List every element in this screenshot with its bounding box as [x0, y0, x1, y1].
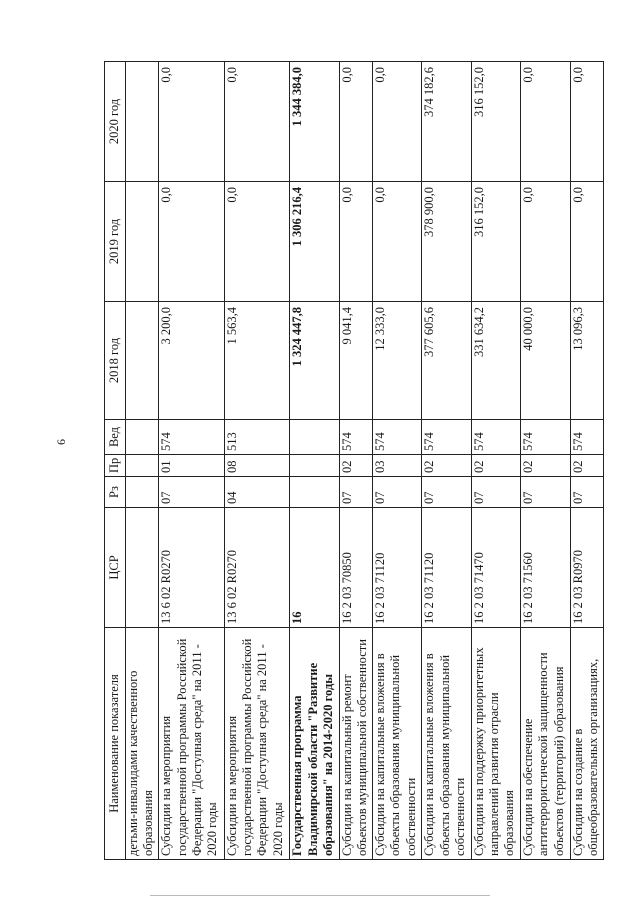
cell-2019: [126, 182, 159, 302]
header-2019: 2019 год: [105, 182, 126, 302]
cell-rz: 07: [570, 477, 603, 508]
cell-2019: 0,0: [339, 182, 372, 302]
cell-pr: 02: [422, 455, 471, 477]
page-number: 6: [54, 439, 68, 445]
cell-name: детьми-инвалидами качественного образования: [126, 628, 159, 860]
cell-2018: 9 041,4: [339, 302, 372, 420]
cell-pr: 02: [570, 455, 603, 477]
table-row: [290, 62, 339, 860]
cell-2018: 377 605,6: [422, 302, 471, 420]
cell-2018: 1 563,4: [224, 302, 290, 420]
cell-2019: 0,0: [373, 182, 422, 302]
cell-2019: 0,0: [224, 182, 290, 302]
cell-name: Субсидии на создание в общеобразовательных организациях,: [570, 628, 603, 860]
cell-2019: 1 306 216,4: [290, 182, 339, 302]
cell-2020: 0,0: [224, 62, 290, 182]
cell-name: Субсидии на капитальные вложения в объекты образования муниципальной собственности: [373, 628, 422, 860]
header-2018: 2018 год: [105, 302, 126, 420]
cell-ved: 574: [471, 420, 520, 455]
cell-2018: 13 096,3: [570, 302, 603, 420]
cell-pr: 03: [373, 455, 422, 477]
cell-name: Субсидии на обеспечение антитеррористической защищенности объектов (территорий) образования: [521, 628, 570, 860]
cell-2020: 1 344 384,0: [290, 62, 339, 182]
table-row: [126, 62, 159, 860]
cell-2020: 316 152,0: [471, 62, 520, 182]
cell-2019: 316 152,0: [471, 182, 520, 302]
header-name: Наименование показателя: [105, 628, 126, 860]
cell-rz: [290, 477, 339, 508]
cell-rz: 07: [373, 477, 422, 508]
cell-name: Субсидии на мероприятия государственной программы Российской Федерации "Доступная среда" на 2011 - 2020 годы: [224, 628, 290, 860]
footer-divider: [150, 895, 490, 896]
table-row: [422, 62, 471, 860]
cell-ved: 574: [159, 420, 225, 455]
header-csr: ЦСР: [105, 508, 126, 628]
cell-2020: 374 182,6: [422, 62, 471, 182]
cell-csr: [126, 508, 159, 628]
cell-2018: 3 200,0: [159, 302, 225, 420]
header-rz: Рз: [105, 477, 126, 508]
cell-csr: 16 2 03 70850: [339, 508, 372, 628]
cell-csr: 16 2 03 71560: [521, 508, 570, 628]
cell-ved: 574: [570, 420, 603, 455]
cell-name: Субсидии на капитальные вложения в объекты образования муниципальной собственности: [422, 628, 471, 860]
cell-2018: [126, 302, 159, 420]
table-header-row: [105, 62, 126, 860]
cell-pr: [290, 455, 339, 477]
table-row: [471, 62, 520, 860]
cell-2019: 0,0: [521, 182, 570, 302]
cell-ved: 574: [422, 420, 471, 455]
cell-pr: 02: [339, 455, 372, 477]
cell-2018: 40 000,0: [521, 302, 570, 420]
cell-csr: 16 2 03 R0970: [570, 508, 603, 628]
cell-2018: 12 333,0: [373, 302, 422, 420]
cell-rz: [126, 477, 159, 508]
cell-name: Субсидии на мероприятия государственной программы Российской Федерации "Доступная среда" на 2011 - 2020 годы: [159, 628, 225, 860]
table-row: [224, 62, 290, 860]
header-2020: 2020 год: [105, 62, 126, 182]
cell-2019: 0,0: [159, 182, 225, 302]
cell-rz: 07: [422, 477, 471, 508]
cell-pr: 02: [521, 455, 570, 477]
table-row: [521, 62, 570, 860]
cell-2018: 331 634,2: [471, 302, 520, 420]
cell-2018: 1 324 447,8: [290, 302, 339, 420]
cell-2019: 0,0: [570, 182, 603, 302]
cell-2020: 0,0: [373, 62, 422, 182]
cell-ved: 574: [339, 420, 372, 455]
header-pr: Пр: [105, 455, 126, 477]
cell-2020: 0,0: [339, 62, 372, 182]
table-row: [570, 62, 603, 860]
cell-csr: 16: [290, 508, 339, 628]
table-body: [126, 62, 604, 860]
table-row: [339, 62, 372, 860]
cell-2020: 0,0: [521, 62, 570, 182]
cell-pr: 01: [159, 455, 225, 477]
cell-name: Субсидии на капитальный ремонт объектов муниципальной собственности: [339, 628, 372, 860]
cell-rz: 07: [159, 477, 225, 508]
cell-csr: 13 6 02 R0270: [224, 508, 290, 628]
cell-rz: 07: [339, 477, 372, 508]
table-row: [159, 62, 225, 860]
cell-csr: 16 2 03 71470: [471, 508, 520, 628]
cell-csr: 16 2 03 71120: [373, 508, 422, 628]
cell-ved: 574: [373, 420, 422, 455]
rotated-page-content: [104, 62, 604, 860]
cell-csr: 16 2 03 71120: [422, 508, 471, 628]
cell-rz: 04: [224, 477, 290, 508]
cell-2020: 0,0: [570, 62, 603, 182]
cell-2020: 0,0: [159, 62, 225, 182]
cell-2019: 378 900,0: [422, 182, 471, 302]
table-row: [373, 62, 422, 860]
cell-rz: 07: [471, 477, 520, 508]
cell-ved: [126, 420, 159, 455]
cell-pr: 08: [224, 455, 290, 477]
cell-ved: [290, 420, 339, 455]
cell-name: Государственная программа Владимирской области "Развитие образования" на 2014-2020 годы: [290, 628, 339, 860]
cell-ved: 574: [521, 420, 570, 455]
cell-2020: [126, 62, 159, 182]
cell-pr: 02: [471, 455, 520, 477]
cell-pr: [126, 455, 159, 477]
cell-name: Субсидии на поддержку приоритетных направлений развития отрасли образования: [471, 628, 520, 860]
cell-ved: 513: [224, 420, 290, 455]
header-ved: Вед: [105, 420, 126, 455]
cell-rz: 07: [521, 477, 570, 508]
cell-csr: 13 6 02 R0270: [159, 508, 225, 628]
budget-table: [104, 61, 604, 860]
